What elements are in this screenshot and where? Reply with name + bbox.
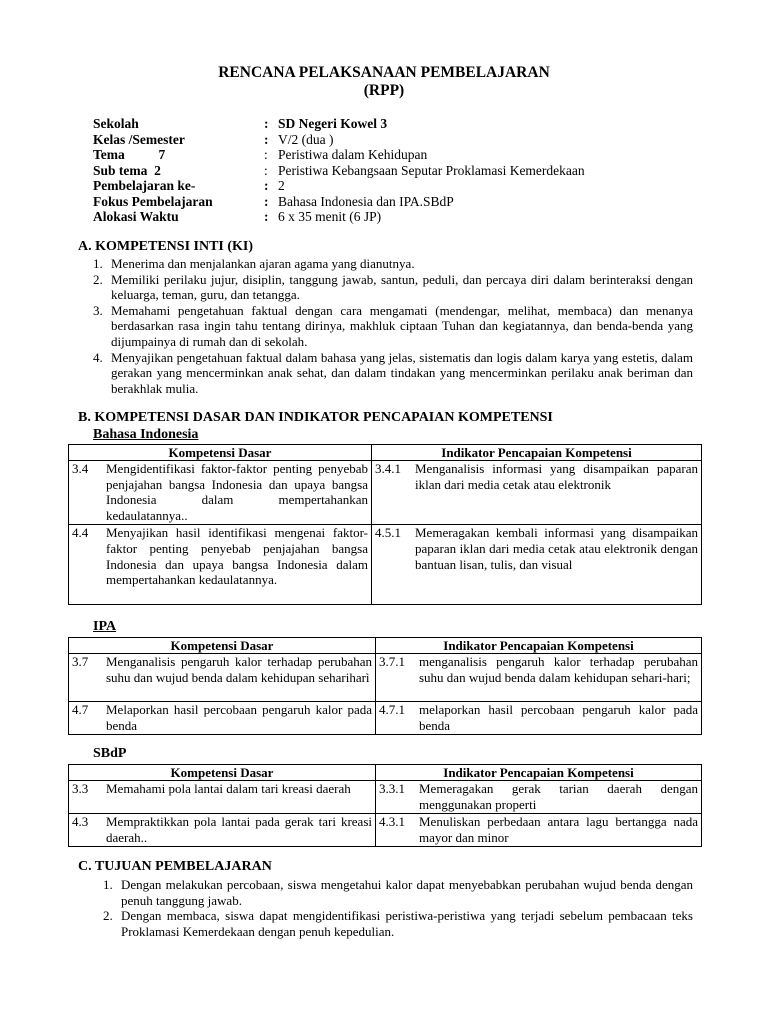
ipk-text: Menuliskan perbedaan antara lagu bertangga nada mayor dan minor — [419, 814, 698, 845]
identity-label: Fokus Pembelajaran — [93, 194, 213, 209]
section-c-heading: C. TUJUAN PEMBELAJARAN — [78, 859, 272, 874]
identity-colon: : — [264, 163, 268, 178]
list-item — [103, 877, 693, 908]
identity-value: Peristiwa Kebangsaan Seputar Proklamasi Kemerdekaan — [278, 163, 585, 178]
list-item — [103, 908, 693, 939]
document-subtitle: (RPP) — [363, 82, 405, 99]
list-item-number: 1. — [93, 256, 103, 271]
identity-label: Kelas /Semester — [93, 132, 185, 147]
list-item-text: Menerima dan menjalankan ajaran agama yang dianutnya. — [111, 256, 415, 271]
table-row — [69, 814, 702, 847]
section-a-heading: A. KOMPETENSI INTI (KI) — [78, 239, 254, 254]
list-item — [93, 350, 693, 397]
identity-value: 2 — [278, 178, 285, 193]
ipk-cell — [376, 781, 702, 814]
ipk-text: melaporkan hasil percobaan pengaruh kalor pada benda — [419, 702, 698, 733]
kd-text: Mempraktikkan pola lantai pada gerak tari kreasi daerah.. — [106, 814, 372, 845]
identity-value: V/2 (dua ) — [278, 132, 334, 147]
section-a-list — [93, 256, 693, 396]
list-item-number: 2. — [93, 271, 103, 287]
kd-cell — [69, 461, 372, 525]
column-header-ipk: Indikator Pencapaian Kompetensi — [376, 765, 702, 781]
list-item-number: 2. — [103, 908, 113, 924]
identity-label: Sekolah — [93, 116, 139, 131]
ipk-cell — [376, 814, 702, 847]
kd-code: 4.3 — [72, 814, 89, 830]
subject-sbdp: SBdP — [93, 746, 127, 761]
column-header-ipk: Indikator Pencapaian Kompetensi — [372, 445, 702, 461]
identity-label: Alokasi Waktu — [93, 209, 179, 224]
identity-colon: : — [264, 178, 269, 193]
kd-cell — [69, 525, 372, 605]
identity-value: Bahasa Indonesia dan IPA.SBdP — [278, 194, 454, 209]
section-c-list — [103, 877, 693, 939]
subject-bahasa-indonesia: Bahasa Indonesia — [93, 427, 199, 442]
ipk-code: 3.4.1 — [375, 461, 401, 476]
column-header-ipk: Indikator Pencapaian Kompetensi — [376, 638, 702, 654]
identity-label: Pembelajaran ke- — [93, 178, 196, 193]
list-item-text: Memahami pengetahuan faktual dengan cara mengamati (mendengar, melihat, membaca) dan menanya berdasarkan rasa ingin tahu tentang dirinya, makhluk ciptaan Tuhan dan kegiatannya, dan benda-benda yang dijumpainya di rumah dan di sekolah. — [111, 302, 693, 349]
document-title: RENCANA PELAKSANAAN PEMBELAJARAN — [218, 64, 550, 81]
table-row — [69, 702, 702, 735]
kd-cell — [69, 654, 376, 702]
table-header-row — [69, 765, 702, 781]
ipk-code: 4.7.1 — [379, 702, 405, 717]
identity-colon: : — [264, 147, 268, 162]
identity-colon: : — [264, 132, 269, 147]
kd-text: Mengidentifikasi faktor-faktor penting penyebab penjajahan bangsa Indonesia dan upaya bangsa Indonesia dalam mempertahankan kedaulatannya.. — [106, 461, 368, 523]
table-row — [69, 654, 702, 702]
table-bahasa-indonesia — [68, 444, 702, 605]
kd-cell — [69, 814, 376, 847]
section-b-heading: B. KOMPETENSI DASAR DAN INDIKATOR PENCAPAIAN KOMPETENSI — [78, 410, 553, 425]
list-item-text: Dengan melakukan percobaan, siswa mengetahui kalor dapat menyebabkan perubahan wujud benda dengan penuh tanggung jawab. — [121, 877, 693, 908]
ipk-text: Memeragakan gerak tarian daerah dengan menggunakan properti — [419, 781, 698, 812]
identity-label: Sub tema 2 — [93, 163, 161, 178]
ipk-cell — [376, 702, 702, 735]
table-row — [69, 461, 702, 525]
list-item-number: 3. — [93, 302, 103, 318]
list-item-number: 1. — [103, 877, 113, 892]
ipk-text: Memeragakan kembali informasi yang disampaikan paparan iklan dari media cetak atau elektronik dengan bantuan lisan, tulis, dan visual — [415, 525, 698, 572]
ipk-code: 4.3.1 — [379, 814, 405, 830]
kd-code: 3.7 — [72, 654, 89, 669]
ipk-code: 3.7.1 — [379, 654, 405, 669]
list-item-text: Menyajikan pengetahuan faktual dalam bahasa yang jelas, sistematis dan logis dalam karya yang estetis, dalam gerakan yang mencerminkan anak sehat, dan dalam tindakan yang mencerminkan perilaku anak beriman dan berakhlak mulia. — [111, 349, 693, 396]
kd-cell — [69, 781, 376, 814]
list-item — [93, 303, 693, 350]
table-sbdp — [68, 764, 702, 847]
subject-ipa: IPA — [93, 619, 117, 634]
table-header-row — [69, 638, 702, 654]
table-ipa — [68, 637, 702, 735]
identity-colon: : — [264, 194, 269, 209]
ipk-text: menganalisis pengaruh kalor terhadap perubahan suhu dan wujud benda dalam kehidupan sehari-hari; — [419, 654, 698, 685]
kd-text: Menyajikan hasil identifikasi mengenai faktor-faktor penting penyebab penjajahan bangsa Indonesia dan upaya bangsa Indonesia dalam mempertahankan kedaulatannya. — [106, 525, 368, 588]
identity-value: 6 x 35 menit (6 JP) — [278, 209, 382, 224]
identity-label: Tema 7 — [93, 147, 166, 162]
ipk-cell — [372, 525, 702, 605]
ipk-cell — [372, 461, 702, 525]
kd-cell — [69, 702, 376, 735]
ipk-code: 3.3.1 — [379, 781, 405, 796]
column-header-kd: Kompetensi Dasar — [69, 445, 372, 461]
kd-code: 4.7 — [72, 702, 89, 717]
list-item — [93, 256, 693, 272]
table-header-row — [69, 445, 702, 461]
column-header-kd: Kompetensi Dasar — [69, 638, 376, 654]
list-item-text: Dengan membaca, siswa dapat mengidentifikasi peristiwa-peristiwa yang terjadi sebelum pembacaan teks Proklamasi Kemerdekaan dengan penuh kepedulian. — [121, 908, 693, 939]
kd-code: 3.3 — [72, 781, 89, 796]
identity-value: Peristiwa dalam Kehidupan — [278, 147, 428, 162]
ipk-code: 4.5.1 — [375, 525, 401, 541]
table-row — [69, 781, 702, 814]
kd-text: Melaporkan hasil percobaan pengaruh kalor pada benda — [106, 702, 372, 733]
list-item — [93, 272, 693, 303]
ipk-cell — [376, 654, 702, 702]
list-item-text: Memiliki perilaku jujur, disiplin, tanggung jawab, santun, peduli, dan percaya diri dalam berinteraksi dengan keluarga, teman, guru, dan tetangga. — [111, 271, 693, 303]
kd-code: 3.4 — [72, 461, 89, 476]
ipk-text: Menganalisis informasi yang disampaikan paparan iklan dari media cetak atau elektronik — [415, 461, 698, 492]
table-row — [69, 525, 702, 605]
identity-value: SD Negeri Kowel 3 — [278, 116, 388, 131]
kd-code: 4.4 — [72, 525, 89, 541]
list-item-number: 4. — [93, 349, 103, 365]
identity-colon: : — [264, 116, 269, 131]
column-header-kd: Kompetensi Dasar — [69, 765, 376, 781]
identity-colon: : — [264, 209, 269, 224]
kd-text: Memahami pola lantai dalam tari kreasi daerah — [106, 781, 351, 796]
kd-text: Menganalisis pengaruh kalor terhadap perubahan suhu dan wujud benda dalam kehidupan sehariharì — [106, 654, 372, 685]
